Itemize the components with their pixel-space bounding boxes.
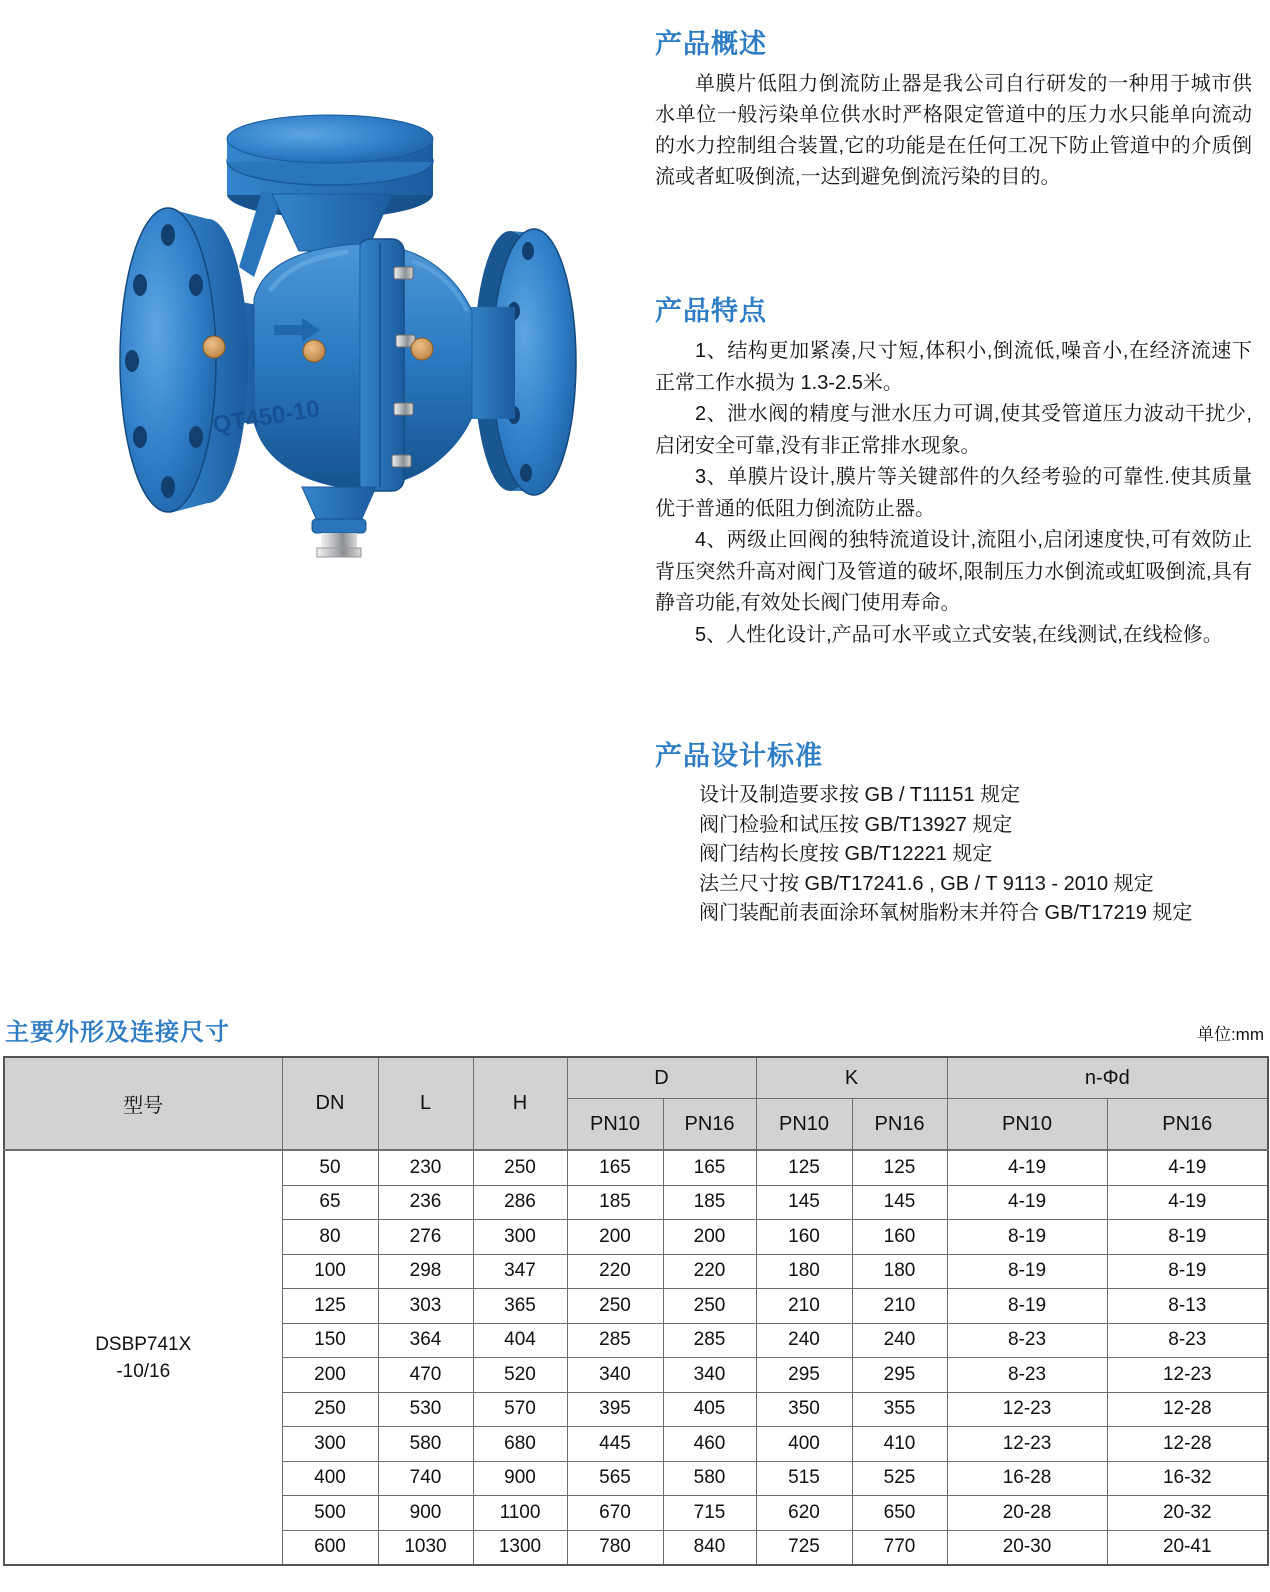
table-cell: 295 (756, 1358, 852, 1393)
table-cell: 8-19 (1107, 1220, 1268, 1255)
valve-left-flange (120, 208, 248, 513)
table-cell: 725 (756, 1530, 852, 1565)
table-cell: 680 (473, 1427, 567, 1462)
table-cell: 200 (663, 1220, 756, 1255)
table-cell: 650 (852, 1496, 947, 1531)
table-cell: 185 (663, 1185, 756, 1220)
section-features (655, 295, 1252, 651)
table-cell: 240 (756, 1323, 852, 1358)
feature-item: 2、泄水阀的精度与泄水压力可调,使其受管道压力波动干扰少,启闭安全可靠,没有非正常排水现象。 (655, 403, 1252, 457)
table-cell: 405 (663, 1392, 756, 1427)
col-header-k: K (756, 1057, 947, 1099)
table-cell: 8-23 (1107, 1323, 1268, 1358)
section-standards (655, 740, 1252, 929)
standard-item: 阀门检验和试压按 GB/T13927 规定 (699, 813, 1013, 836)
table-cell: 740 (378, 1461, 473, 1496)
table-cell: 460 (663, 1427, 756, 1462)
table-cell: 250 (282, 1392, 378, 1427)
table-cell: 580 (378, 1427, 473, 1462)
table-cell: 4-19 (1107, 1150, 1268, 1185)
product-photo (62, 98, 582, 560)
table-cell: 12-28 (1107, 1427, 1268, 1462)
valve-drain (302, 487, 376, 557)
table-cell: 295 (852, 1358, 947, 1393)
table-cell: 20-41 (1107, 1530, 1268, 1565)
table-cell: 180 (852, 1254, 947, 1289)
table-cell: 4-19 (947, 1185, 1107, 1220)
table-cell: 16-32 (1107, 1461, 1268, 1496)
table-cell: 12-23 (947, 1427, 1107, 1462)
table-cell: 770 (852, 1530, 947, 1565)
table-cell: 1300 (473, 1530, 567, 1565)
table-cell: 50 (282, 1150, 378, 1185)
section-overview (655, 28, 1252, 193)
col-header-k-pn16: PN16 (852, 1099, 947, 1151)
table-cell: 347 (473, 1254, 567, 1289)
table-cell: 580 (663, 1461, 756, 1496)
table-cell: 200 (567, 1220, 663, 1255)
table-cell: 230 (378, 1150, 473, 1185)
table-cell: 12-28 (1107, 1392, 1268, 1427)
table-cell: 250 (473, 1150, 567, 1185)
col-header-d-pn16: PN16 (663, 1099, 756, 1151)
table-cell: 210 (852, 1289, 947, 1324)
table-cell: 65 (282, 1185, 378, 1220)
table-cell: 165 (567, 1150, 663, 1185)
table-cell: 80 (282, 1220, 378, 1255)
table-cell: 8-19 (947, 1220, 1107, 1255)
model-cell: DSBP741X -10/16 (4, 1150, 282, 1565)
table-cell: 445 (567, 1427, 663, 1462)
table-cell: 276 (378, 1220, 473, 1255)
table-cell: 470 (378, 1358, 473, 1393)
table-cell: 400 (756, 1427, 852, 1462)
table-cell: 16-28 (947, 1461, 1107, 1496)
standards-title: 产品设计标准 (655, 741, 823, 771)
dimension-table-body (4, 1150, 1268, 1565)
table-cell: 400 (282, 1461, 378, 1496)
col-header-h: H (473, 1057, 567, 1150)
table-cell: 298 (378, 1254, 473, 1289)
table-cell: 900 (473, 1461, 567, 1496)
col-header-n-pn10: PN10 (947, 1099, 1107, 1151)
table-cell: 364 (378, 1323, 473, 1358)
table-cell: 780 (567, 1530, 663, 1565)
standard-item: 设计及制造要求按 GB / T11151 规定 (699, 784, 1021, 806)
table-cell: 300 (282, 1427, 378, 1462)
table-cell: 150 (282, 1323, 378, 1358)
table-cell: 160 (852, 1220, 947, 1255)
col-header-dn: DN (282, 1057, 378, 1150)
features-title: 产品特点 (655, 296, 767, 326)
standard-item: 法兰尺寸按 GB/T17241.6 , GB / T 9113 - 2010 规定 (699, 872, 1154, 895)
table-cell: 145 (756, 1185, 852, 1220)
table-cell: 125 (282, 1289, 378, 1324)
feature-item: 3、单膜片设计,膜片等关键部件的久经考验的可靠性.使其质量优于普通的低阻力倒流防止器。 (655, 466, 1252, 520)
table-cell: 670 (567, 1496, 663, 1531)
table-cell: 8-23 (947, 1358, 1107, 1393)
table-cell: 4-19 (947, 1150, 1107, 1185)
table-cell: 1100 (473, 1496, 567, 1531)
table-cell: 340 (567, 1358, 663, 1393)
table-cell: 250 (567, 1289, 663, 1324)
feature-item: 1、结构更加紧凑,尺寸短,体积小,倒流低,噪音小,在经济流速下正常工作水损为 1.3-2.5米。 (655, 340, 1252, 394)
standard-item: 阀门结构长度按 GB/T12221 规定 (699, 843, 993, 865)
table-cell: 8-19 (947, 1289, 1107, 1324)
table-cell: 285 (663, 1323, 756, 1358)
col-header-model: 型号 (4, 1057, 282, 1150)
table-cell: 300 (473, 1220, 567, 1255)
table-cell: 12-23 (947, 1392, 1107, 1427)
table-cell: 286 (473, 1185, 567, 1220)
valve-illustration (62, 98, 582, 560)
table-cell: 600 (282, 1530, 378, 1565)
table-cell: 12-23 (1107, 1358, 1268, 1393)
table-cell: 1030 (378, 1530, 473, 1565)
table-row (4, 1150, 1268, 1185)
table-cell: 285 (567, 1323, 663, 1358)
feature-item: 5、人性化设计,产品可水平或立式安装,在线测试,在线检修。 (695, 623, 1223, 646)
table-cell: 125 (756, 1150, 852, 1185)
table-cell: 303 (378, 1289, 473, 1324)
table-cell: 500 (282, 1496, 378, 1531)
table-cell: 350 (756, 1392, 852, 1427)
table-cell: 515 (756, 1461, 852, 1496)
valve-left-body (254, 244, 360, 489)
valve-marking: QT450-10 (210, 395, 322, 439)
table-cell: 20-30 (947, 1530, 1107, 1565)
table-cell: 8-23 (947, 1323, 1107, 1358)
table-cell: 220 (567, 1254, 663, 1289)
overview-body: 单膜片低阻力倒流防止器是我公司自行研发的一种用于城市供水单位一般污染单位供水时严格限定管道中的压力水只能单向流动的水力控制组合装置,它的功能是在任何工况下防止管道中的介质倒流或者虹吸倒流,一达到避免倒流污染的目的。 (655, 73, 1252, 188)
table-cell: 220 (663, 1254, 756, 1289)
table-cell: 525 (852, 1461, 947, 1496)
table-cell: 8-19 (947, 1254, 1107, 1289)
overview-title: 产品概述 (655, 29, 767, 59)
table-cell: 900 (378, 1496, 473, 1531)
col-header-d: D (567, 1057, 756, 1099)
table-cell: 8-13 (1107, 1289, 1268, 1324)
table-cell: 355 (852, 1392, 947, 1427)
table-cell: 185 (567, 1185, 663, 1220)
table-cell: 840 (663, 1530, 756, 1565)
dimensions-title: 主要外形及连接尺寸 (5, 1019, 230, 1046)
table-cell: 4-19 (1107, 1185, 1268, 1220)
valve-right-body (400, 249, 472, 481)
table-cell: 160 (756, 1220, 852, 1255)
table-cell: 180 (756, 1254, 852, 1289)
table-cell: 236 (378, 1185, 473, 1220)
valve-right-neck (467, 307, 515, 419)
table-cell: 565 (567, 1461, 663, 1496)
table-cell: 395 (567, 1392, 663, 1427)
col-header-k-pn10: PN10 (756, 1099, 852, 1151)
table-cell: 620 (756, 1496, 852, 1531)
col-header-n-phi-d: n-Φd (947, 1057, 1268, 1099)
table-cell: 100 (282, 1254, 378, 1289)
table-cell: 240 (852, 1323, 947, 1358)
col-header-l: L (378, 1057, 473, 1150)
table-cell: 145 (852, 1185, 947, 1220)
col-header-d-pn10: PN10 (567, 1099, 663, 1151)
table-cell: 570 (473, 1392, 567, 1427)
standard-item: 阀门装配前表面涂环氧树脂粉末并符合 GB/T17219 规定 (699, 902, 1193, 924)
col-header-n-pn16: PN16 (1107, 1099, 1268, 1151)
table-cell: 530 (378, 1392, 473, 1427)
table-cell: 520 (473, 1358, 567, 1393)
feature-item: 4、两级止回阀的独特流道设计,流阻小,启闭速度快,可有效防止背压突然升高对阀门及管道的破坏,限制压力水倒流或虹吸倒流,具有静音功能,有效处长阀门使用寿命。 (655, 529, 1252, 614)
dimension-table (3, 1056, 1269, 1566)
table-cell: 165 (663, 1150, 756, 1185)
table-cell: 210 (756, 1289, 852, 1324)
table-cell: 125 (852, 1150, 947, 1185)
table-cell: 250 (663, 1289, 756, 1324)
table-cell: 404 (473, 1323, 567, 1358)
table-cell: 200 (282, 1358, 378, 1393)
table-cell: 8-19 (1107, 1254, 1268, 1289)
table-cell: 340 (663, 1358, 756, 1393)
table-cell: 715 (663, 1496, 756, 1531)
unit-label: 单位:mm (1196, 1025, 1264, 1044)
table-cell: 410 (852, 1427, 947, 1462)
table-cell: 20-32 (1107, 1496, 1268, 1531)
table-cell: 365 (473, 1289, 567, 1324)
table-cell: 20-28 (947, 1496, 1107, 1531)
